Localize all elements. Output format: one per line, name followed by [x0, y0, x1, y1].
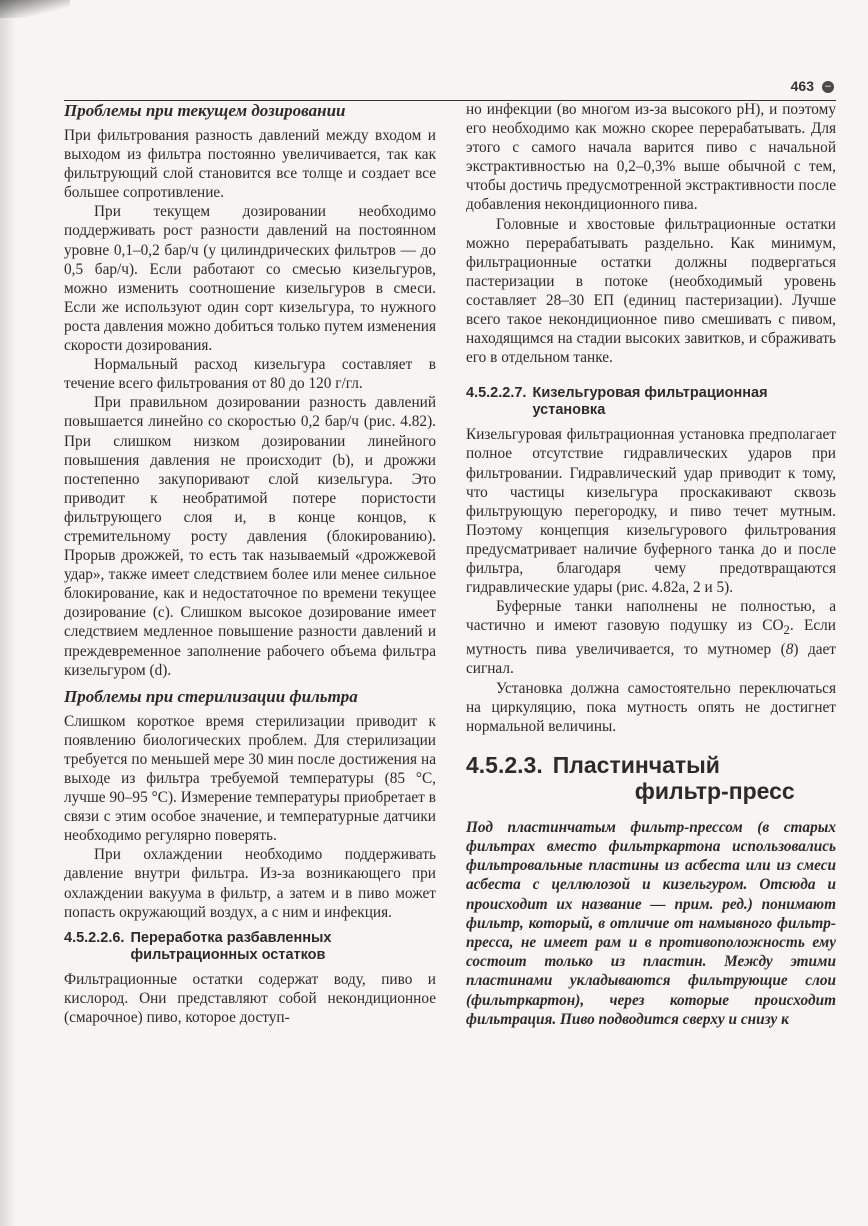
- left-column: [64, 100, 436, 1027]
- intro-paragraph: Под пластинчатым фильтр-прессом (в старых фильтрах вместо фильтркартона использовались фильтровальные пластины из асбеста или из смеси асбеста с целлюлозой и кизельгуром. Отсюда и происходит их название — прим. ред.) понимают фильтр, который, в отличие от намывного фильтр-пресса, не имеет рам и в противоположность ему состоит только из пластин. Между этими пластинами укладываются фильтрующие слои (фильтркартон), через которые происходит фильтрация. Пиво подводится сверху и снизу к: [466, 818, 836, 1028]
- page-header: [64, 78, 836, 101]
- page-number-bullet-icon: −: [822, 81, 834, 93]
- section-title: Кизельгуровая фильтрационная установка: [532, 385, 768, 419]
- paragraph: Установка должна самостоятельно переключаться на циркуляцию, пока мутность опять не достигнет нормальной величины.: [466, 679, 836, 735]
- paragraph: При текущем дозировании необходимо поддерживать рост разности давлений на постоянном уровне 0,1–0,2 бар/ч (у цилиндрических фильтров — до 0,5 бар/ч). Если работают со смесью кизельгуров, можно изменить соотношение кизельгуров в смеси. Если же используют один сорт кизельгура, то нужного роста давления можно добиться только путем изменения скорости дозирования.: [64, 203, 436, 355]
- paragraph: При правильном дозировании разность давлений повышается линейно со скоростью 0,2 бар/ч (рис. 4.82). При слишком низком дозировании линейного повышения давления не происходит (b), и дрожжи постепенно закупоривают слой кизельгура. Это приводит к необратимой потере пористости фильтрующего слоя и, в конце концов, к стремительному росту давления (блокированию). Прорыв дрожжей, то есть так называемый «дрожжевой удар», также имеет следствием более или менее сильное блокирование, как и недостаточное по времени текущее дозирование (c). Слишком высокое дозирование имеет следствием медленное повышение разности давлений и преждевременное заполнение рабочего объема фильтра кизельгуром (d).: [64, 394, 436, 679]
- paragraph: Буферные танки наполнены не полностью, а частично и имеют газовую подушку из $CO_2$. Если мутность пива увеличивается, то мутномер (8) дает сигнал.: [466, 598, 836, 678]
- spine-shadow: [0, 0, 16, 1226]
- paragraph: Нормальный расход кизельгура составляет в течение всего фильтрования от 80 до 120 г/гл.: [64, 356, 436, 393]
- section-number: 4.5.2.2.7.: [466, 385, 527, 402]
- section-title: Пластинчатый фильтр-пресс: [552, 751, 795, 804]
- paragraph: Кизельгуровая фильтрационная установка предполагает полное отсутствие гидравлических ударов при фильтровании. Гидравлический удар приводит к тому, что частицы кизельгура проскакивают сквозь фильтрующую перегородку, и пиво течет мутным. Поэтому концепция кизельгурового фильтрования предусматривает наличие буферного танка до и после фильтра, благодаря чему предотвращаются гидравлические удары (рис. 4.82a, 2 и 5).: [466, 426, 836, 597]
- paragraph: При охлаждении необходимо поддерживать давление внутри фильтра. Из-за возникающего при охлаждении вакуума в фильтр, а затем и в пиво может попасть окружающий воздух, а с ним и инфекция.: [64, 846, 436, 921]
- page-corner-shadow: [0, 0, 70, 18]
- page-number: 463: [790, 78, 814, 94]
- paragraph: Фильтрационные остатки содержат воду, пиво и кислород. Они представляют собой некондиционное (смарочное) пиво, которое доступ-: [64, 970, 436, 1026]
- section-title: Переработка разбавленных фильтрационных остатков: [130, 929, 332, 963]
- subheading-dosing-problems: Проблемы при текущем дозировании: [64, 101, 346, 120]
- section-heading-4-5-2-3: [466, 752, 836, 804]
- section-heading-4-5-2-2-7: [466, 385, 836, 419]
- section-number: 4.5.2.3.: [466, 751, 543, 778]
- paragraph: Слишком короткое время стерилизации приводит к появлению биологических проблем. Для стерилизации требуется по меньшей мере 30 мин после достижения на выходе из фильтра требуемой температуры (85 °C, лучше 90–95 °C). Измерение температуры приобретает в связи с этим особое значение, и температурные датчики необходимо регулярно поверять.: [64, 712, 436, 845]
- paragraph: но инфекции (во многом из-за высокого pH), и поэтому его необходимо как можно скорее перерабатывать. Для этого с самого начала варится пиво с начальной экстрактивностью на 0,2–0,3% выше обычной с тем, чтобы достичь предусмотренной экстрактивности после добавления некондиционного пива.: [466, 101, 836, 214]
- paragraph: При фильтрования разность давлений между входом и выходом из фильтра постоянно увеличивается, так как фильтрующий слой становится все толще и создает все большее сопротивление.: [64, 127, 436, 202]
- section-number: 4.5.2.2.6.: [64, 929, 125, 946]
- paragraph: Головные и хвостовые фильтрационные остатки можно перерабатывать раздельно. Как минимум, фильтрационные остатки должны подвергаться пастеризации в потоке (необходимый уровень составляет 28–30 ЕП (единиц пастеризации). Лучше всего такое некондиционное пиво смешивать с пивом, находящимся на стадии высоких завитков, и сбраживать его в отдельном танке.: [466, 215, 836, 367]
- subheading-sterilization-problems: Проблемы при стерилизации фильтра: [64, 686, 358, 706]
- right-column: [466, 100, 836, 1029]
- section-heading-4-5-2-2-6: [64, 930, 436, 964]
